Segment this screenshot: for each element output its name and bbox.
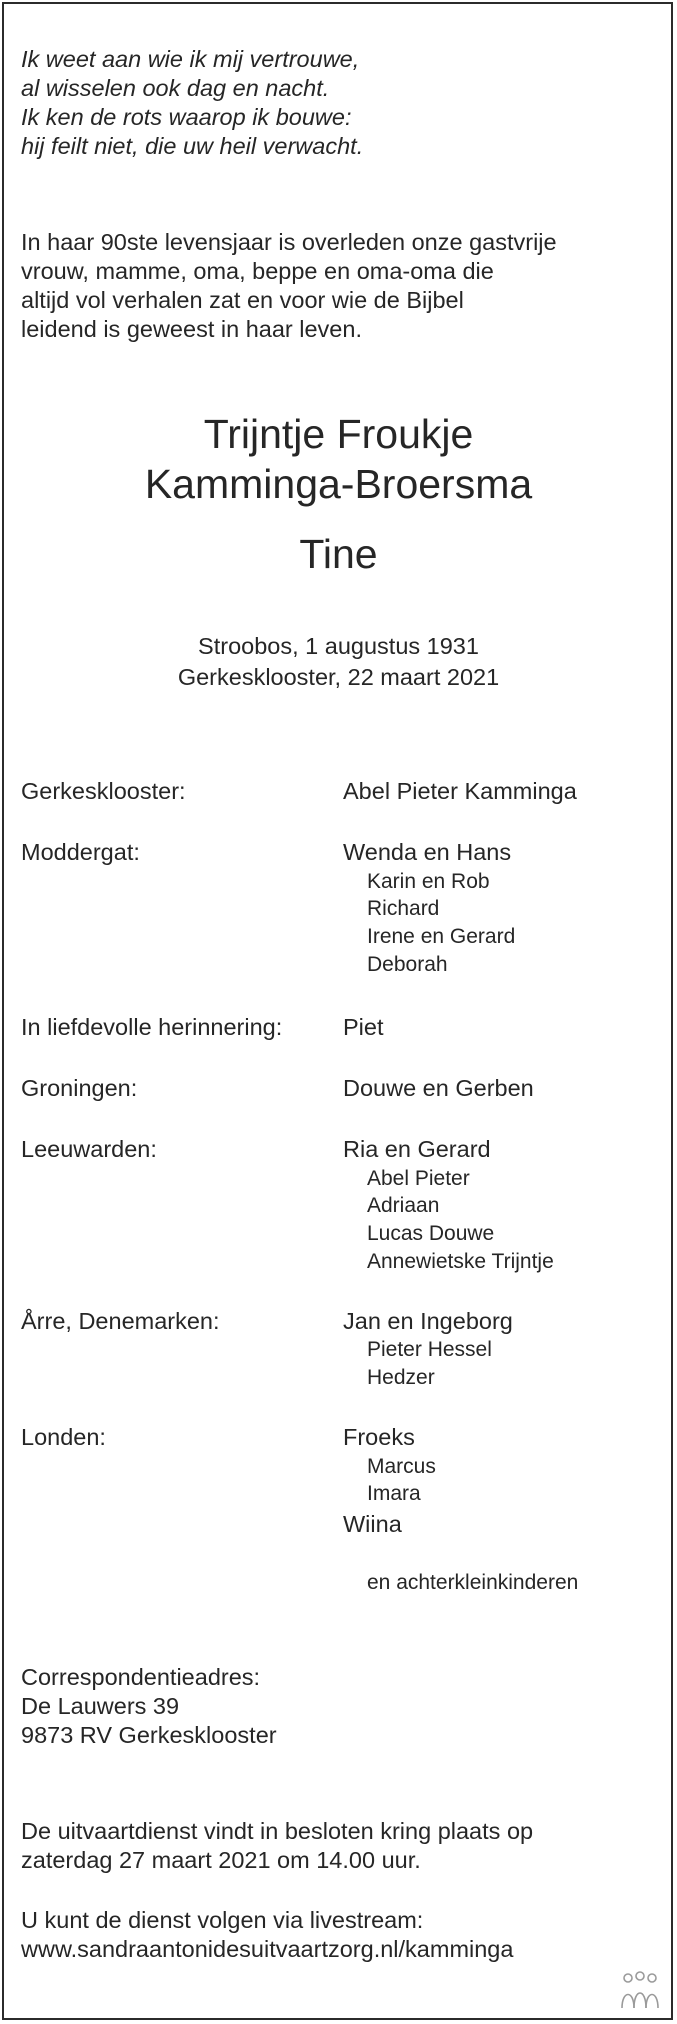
- address-city: 9873 RV Gerkesklooster: [21, 1722, 277, 1748]
- grandchild: Adriaan: [367, 1194, 440, 1217]
- family-row-londen: [21, 1424, 661, 1454]
- family-place: Groningen:: [21, 1075, 138, 1101]
- family-row-londen-2: [21, 1511, 661, 1541]
- funeral-line: De uitvaartdienst vindt in besloten kring plaats op: [21, 1818, 534, 1844]
- family-place: Londen:: [21, 1424, 106, 1450]
- family-place: In liefdevolle herinnering:: [21, 1014, 283, 1040]
- grandchild: Imara: [367, 1482, 421, 1505]
- correspondence-address: [21, 1663, 277, 1750]
- funeral-line: zaterdag 27 maart 2021 om 14.00 uur.: [21, 1847, 421, 1873]
- address-street: De Lauwers 39: [21, 1693, 180, 1719]
- grandchild: Karin en Rob: [367, 870, 490, 893]
- birth-date: Stroobos, 1 augustus 1931: [198, 633, 479, 659]
- grandchild: Lucas Douwe: [367, 1222, 495, 1245]
- deceased-name-last: Kamminga-Broersma: [144, 461, 533, 507]
- family-row-memory: [21, 1014, 661, 1044]
- poem-line: Ik ken de rots waarop ik bouwe:: [21, 104, 352, 130]
- family-member: Douwe en Gerben: [343, 1075, 534, 1101]
- family-member: Froeks: [343, 1424, 415, 1450]
- family-member: Abel Pieter Kamminga: [343, 778, 577, 804]
- address-label: Correspondentieadres:: [21, 1664, 261, 1690]
- family-place: Årre, Denemarken:: [21, 1308, 220, 1334]
- family-member: Wiina: [343, 1511, 402, 1537]
- great-grandchildren: en achterkleinkinderen: [367, 1571, 579, 1594]
- livestream-info: [21, 1906, 513, 1964]
- livestream-url[interactable]: www.sandraantonidesuitvaartzorg.nl/kamminga: [21, 1936, 514, 1962]
- grandchild: Abel Pieter: [367, 1167, 470, 1190]
- grandchild: Richard: [367, 897, 440, 920]
- poem-line: al wisselen ook dag en nacht.: [21, 75, 330, 101]
- family-place: Gerkesklooster:: [21, 778, 186, 804]
- family-member: Ria en Gerard: [343, 1136, 491, 1162]
- family-place: Leeuwarden:: [21, 1136, 157, 1162]
- deceased-nickname: Tine: [299, 531, 378, 577]
- death-date: Gerkesklooster, 22 maart 2021: [177, 664, 500, 690]
- family-row-moddergat: [21, 839, 661, 869]
- family-row-groningen: [21, 1075, 661, 1105]
- family-row-arre: [21, 1308, 661, 1338]
- poem: [21, 45, 363, 161]
- intro-line: leidend is geweest in haar leven.: [21, 316, 362, 342]
- poem-line: Ik weet aan wie ik mij vertrouwe,: [21, 46, 360, 72]
- intro-line: vrouw, mamme, oma, beppe en oma-oma die: [21, 258, 494, 284]
- family-member: Jan en Ingeborg: [343, 1308, 513, 1334]
- people-logo-icon: [618, 1970, 662, 2010]
- life-dates: [0, 631, 677, 693]
- family-member: Piet: [343, 1014, 384, 1040]
- livestream-line: U kunt de dienst volgen via livestream:: [21, 1907, 424, 1933]
- funeral-info: [21, 1817, 533, 1875]
- intro-line: In haar 90ste levensjaar is overleden onze gastvrije: [21, 229, 557, 255]
- family-row-gerkesklooster: [21, 778, 661, 808]
- intro-line: altijd vol verhalen zat en voor wie de Bijbel: [21, 287, 464, 313]
- grandchild: Deborah: [367, 953, 448, 976]
- grandchild: Hedzer: [367, 1366, 435, 1389]
- grandchild: Marcus: [367, 1455, 436, 1478]
- family-member: Wenda en Hans: [343, 839, 512, 865]
- grandchild: Annewietske Trijntje: [367, 1250, 554, 1273]
- intro-text: [21, 228, 557, 344]
- grandchild: Irene en Gerard: [367, 925, 516, 948]
- family-row-leeuwarden: [21, 1136, 661, 1166]
- grandchild: Pieter Hessel: [367, 1338, 492, 1361]
- family-place: Moddergat:: [21, 839, 140, 865]
- deceased-name-first: Trijntje Froukje: [203, 411, 474, 457]
- poem-line: hij feilt niet, die uw heil verwacht.: [21, 133, 364, 159]
